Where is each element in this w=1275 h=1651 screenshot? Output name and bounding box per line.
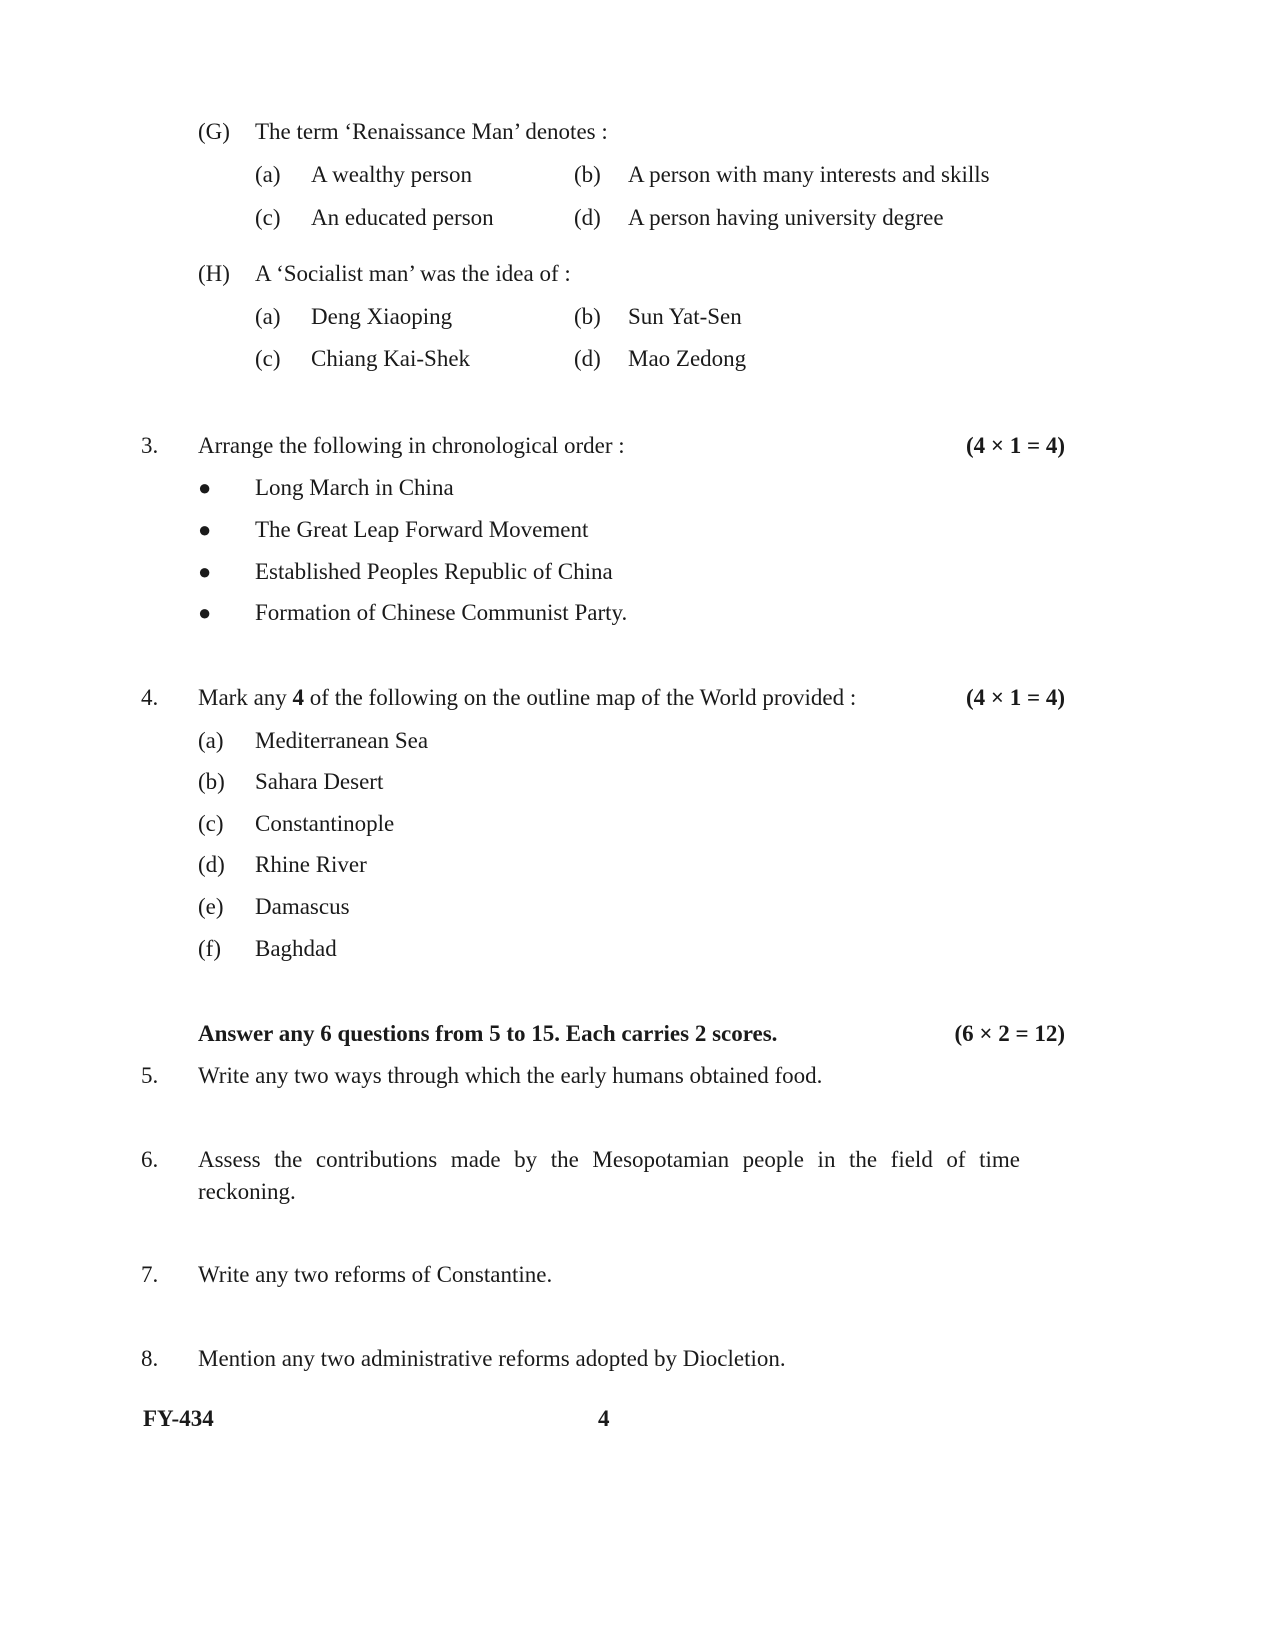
q4-item-d-text: Rhine River xyxy=(255,852,367,877)
q3-item-4: Formation of Chinese Communist Party. xyxy=(255,600,628,625)
q4-item-a-label: (a) xyxy=(198,728,224,753)
q2h-option-d-label: (d) xyxy=(574,346,601,371)
q4-stem-count: 4 xyxy=(292,685,305,710)
footer-page-number: 4 xyxy=(598,1406,610,1431)
q2g-option-a-label: (a) xyxy=(255,162,281,187)
q2g-option-c-text: An educated person xyxy=(311,205,494,230)
q5-number: 5. xyxy=(141,1063,159,1088)
q6-number: 6. xyxy=(141,1147,159,1172)
q6-text-line1: Assess the contributions made by the Mesopotamian people in the field of time xyxy=(198,1147,1020,1172)
q3-item-3: Established Peoples Republic of China xyxy=(255,559,613,584)
q7-number: 7. xyxy=(141,1262,159,1287)
q2g-stem: The term ‘Renaissance Man’ denotes : xyxy=(255,119,608,144)
q2h-option-d-text: Mao Zedong xyxy=(628,346,747,371)
q4-item-e-text: Damascus xyxy=(255,894,350,919)
q2h-option-b-text: Sun Yat-Sen xyxy=(628,304,742,329)
q4-marks: (4 × 1 = 4) xyxy=(965,685,1065,710)
q2g-option-d-text: A person having university degree xyxy=(628,205,944,230)
q5-text: Write any two ways through which the early humans obtained food. xyxy=(198,1063,823,1088)
q3-stem: Arrange the following in chronological order : xyxy=(198,433,625,458)
q3-number: 3. xyxy=(141,433,159,458)
q4-item-c-label: (c) xyxy=(198,811,224,836)
q2h-option-a-label: (a) xyxy=(255,304,281,329)
q8-number: 8. xyxy=(141,1346,159,1371)
q4-stem-post: of the following on the outline map of the World provided : xyxy=(309,685,857,710)
q2g-option-d-label: (d) xyxy=(574,205,601,230)
q3-item-1: Long March in China xyxy=(255,475,454,500)
q4-item-e-label: (e) xyxy=(198,894,224,919)
section-instruction: Answer any 6 questions from 5 to 15. Each carries 2 scores. xyxy=(198,1021,778,1046)
q3-bullet-1: ● xyxy=(198,475,212,500)
q4-item-d-label: (d) xyxy=(198,852,225,877)
q7-text: Write any two reforms of Constantine. xyxy=(198,1262,553,1287)
q4-item-b-text: Sahara Desert xyxy=(255,769,384,794)
q4-item-f-text: Baghdad xyxy=(255,936,337,961)
footer-paper-code: FY-434 xyxy=(143,1406,214,1431)
q3-bullet-4: ● xyxy=(198,600,212,625)
q3-marks: (4 × 1 = 4) xyxy=(965,433,1065,458)
q4-item-b-label: (b) xyxy=(198,769,225,794)
q4-item-a-text: Mediterranean Sea xyxy=(255,728,429,753)
q4-number: 4. xyxy=(141,685,159,710)
q8-text: Mention any two administrative reforms adopted by Diocletion. xyxy=(198,1346,786,1371)
section-marks: (6 × 2 = 12) xyxy=(954,1021,1065,1046)
q2h-option-b-label: (b) xyxy=(574,304,601,329)
q6-text-line2: reckoning. xyxy=(198,1179,296,1204)
q4-item-c-text: Constantinople xyxy=(255,811,395,836)
q3-bullet-2: ● xyxy=(198,517,212,542)
q4-item-f-label: (f) xyxy=(198,936,221,961)
q2h-option-c-text: Chiang Kai-Shek xyxy=(311,346,471,371)
q2g-label: (G) xyxy=(198,119,230,144)
q2h-label: (H) xyxy=(198,261,230,286)
q2g-option-c-label: (c) xyxy=(255,205,281,230)
q4-stem xyxy=(198,684,856,712)
q2g-option-a-text: A wealthy person xyxy=(311,162,472,187)
q4-stem-pre: Mark any xyxy=(198,685,287,710)
q2g-option-b-text: A person with many interests and skills xyxy=(628,162,990,187)
q3-item-2: The Great Leap Forward Movement xyxy=(255,517,589,542)
q2h-stem: A ‘Socialist man’ was the idea of : xyxy=(255,261,571,286)
q2h-option-c-label: (c) xyxy=(255,346,281,371)
q2g-option-b-label: (b) xyxy=(574,162,601,187)
q2h-option-a-text: Deng Xiaoping xyxy=(311,304,453,329)
q3-bullet-3: ● xyxy=(198,559,212,584)
